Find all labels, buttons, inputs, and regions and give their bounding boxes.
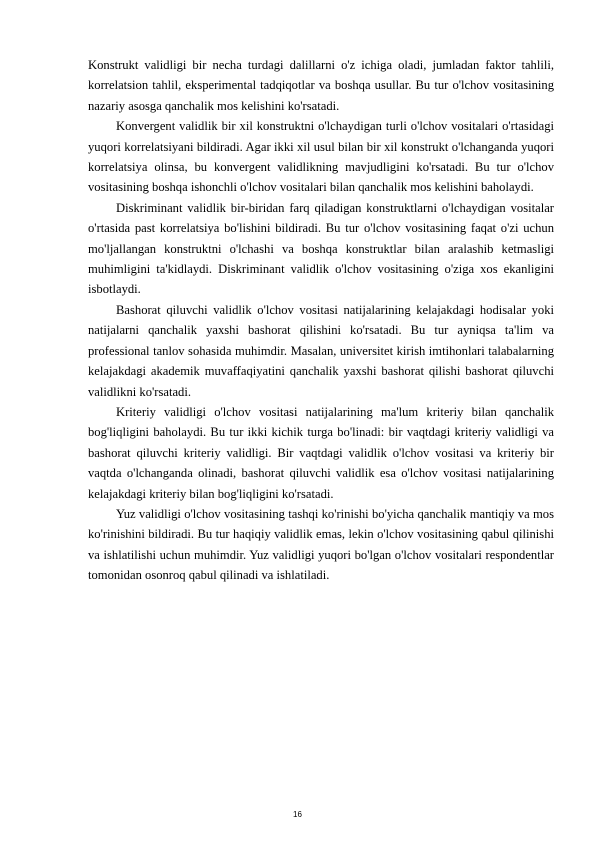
paragraph-convergent-validity: Konvergent validlik bir xil konstruktni o'lchaydigan turli o'lchov vositalari o'rtasidagi yuqori korrelatsiyani bildiradi. Agar ikki xil usul bilan bir xil konstrukt o'lchanganda yuqori korrelatsiya olinsa, bu konvergent validlikning mavjudligini ko'rsatadi. Bu tur o'lchov vositasining boshqa ishonchli o'lchov vositalari bilan qanchalik mos kelishini baholaydi.	[88, 119, 554, 195]
page-number: 16	[293, 810, 302, 819]
paragraph-criterion-validity: Kriteriy validligi o'lchov vositasi natijalarining ma'lum kriteriy bilan qanchalik bog'liqligini baholaydi. Bu tur ikki kichik turga bo'linadi: bir vaqtdagi kriteriy validligi va bashorat qiluvchi kriteriy validligi. Bir vaqtdagi validlik o'lchov vositasi va kriteriy bir vaqtda o'lchanganda olinadi, bashorat qiluvchi validlik esa o'lchov vositasi natijalarining kelajakdagi kriteriy bilan bog'liqligini ko'rsatadi.	[88, 404, 554, 501]
paragraph-face-validity: Yuz validligi o'lchov vositasining tashqi ko'rinishi bo'yicha qanchalik mantiqiy va mos ko'rinishini bildiradi. Bu tur haqiqiy validlik emas, lekin o'lchov vositasining qabul qilinishi va ishlatilishi uchun muhimdir. Yuz validligi yuqori bo'lgan o'lchov vositalari respondentlar tomonidan osonroq qabul qilinadi va ishlatiladi.	[88, 506, 554, 583]
body-text	[88, 55, 554, 586]
paragraph-discriminant-validity: Diskriminant validlik bir-biridan farq qiladigan konstruktlarni o'lchaydigan vositalar o'rtasida past korrelatsiya bo'lishini bildiradi. Bu tur o'lchov vositasining faqat o'zi uchun mo'ljallangan konstruktni o'lchashi va boshqa konstruktlar bilan aralashib ketmasligi muhimligini ta'kidlaydi. Diskriminant validlik o'lchov vositasining o'ziga xos ekanligini isbotlaydi.	[88, 200, 554, 297]
paragraph-construct-validity: Konstrukt validligi bir necha turdagi dalillarni o'z ichiga oladi, jumladan faktor tahlili, korrelatsion tahlil, eksperimental tadqiqotlar va boshqa usullar. Bu tur o'lchov vositasining nazariy asosga qanchalik mos kelishini ko'rsatadi.	[88, 58, 554, 113]
paragraph-predictive-validity: Bashorat qiluvchi validlik o'lchov vositasi natijalarining kelajakdagi hodisalar yoki natijalarni qanchalik yaxshi bashorat qilishini ko'rsatadi. Bu tur ayniqsa ta'lim va professional tanlov sohasida muhimdir. Masalan, universitet kirish imtihonlari talabalarning kelajakdagi akademik muvaffaqiyatini qanchalik yaxshi bashorat qilishi bashorat qiluvchi validlikni ko'rsatadi.	[88, 302, 554, 399]
